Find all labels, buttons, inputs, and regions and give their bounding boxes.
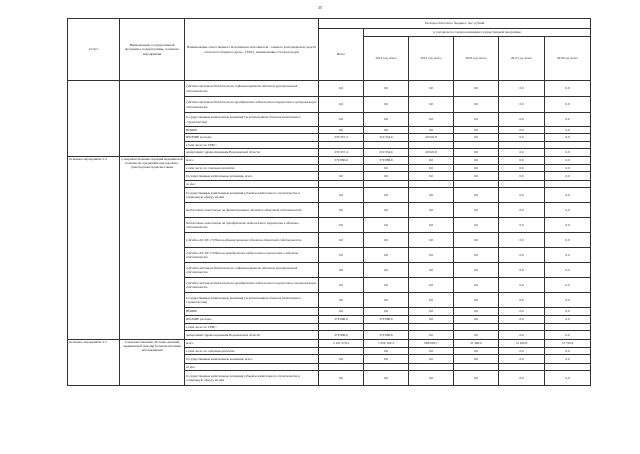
value-cell: 0,0 — [499, 203, 545, 218]
header-by-years: в том числе по годам реализации государственной программы — [364, 29, 591, 37]
value-cell: 0,0 — [409, 97, 454, 113]
value-cell: 0,0 — [364, 113, 409, 127]
value-cell: 0,0 — [454, 355, 499, 364]
value-cell: 0,0 — [545, 157, 591, 165]
value-cell — [499, 181, 545, 188]
value-cell: 0,0 — [319, 172, 364, 181]
value-cell: 0,0 — [545, 134, 591, 142]
value-cell: 0,0 — [499, 165, 545, 172]
value-cell: 0,0 — [319, 97, 364, 113]
header-col-2015: 2015 год, всего — [409, 37, 454, 81]
budget-table — [67, 18, 591, 386]
value-cell: 0,0 — [454, 134, 499, 142]
expense-item-cell: субсидии АУ, БУ, ГУПам на финансирование объектов областной собственности — [185, 233, 319, 248]
value-cell: 0,0 — [454, 293, 499, 308]
expense-item-cell: в том числе по ГРБС: — [185, 142, 319, 149]
value-cell: 0,0 — [545, 248, 591, 263]
value-cell: 0,0 — [409, 218, 454, 233]
expense-item-cell: из них: — [185, 181, 319, 188]
value-cell: 0,0 — [454, 331, 499, 340]
value-cell: 0,0 — [545, 149, 591, 157]
value-cell: 0,0 — [545, 371, 591, 386]
expense-item-cell: НИОКР — [185, 308, 319, 316]
value-cell: 0,0 — [319, 218, 364, 233]
value-cell: 0,0 — [364, 165, 409, 172]
expense-item-cell: в том числе по статьям расходов: — [185, 165, 319, 172]
value-cell: 0,0 — [319, 127, 364, 134]
value-cell — [409, 181, 454, 188]
value-cell: 0,0 — [454, 203, 499, 218]
value-cell: 0,0 — [364, 263, 409, 278]
header-col-total: Всего — [319, 29, 364, 81]
value-cell: 0,0 — [409, 308, 454, 316]
value-cell: 0,0 — [319, 293, 364, 308]
value-cell: 0,0 — [364, 278, 409, 293]
header-executor: Наименование ответственного исполнителя, исполнителя - главного распорядителя средств областного бюджета (далее - ГРБС), наименование статей расходов — [185, 19, 319, 81]
value-cell: 0,0 — [454, 149, 499, 157]
value-cell: 0,0 — [545, 218, 591, 233]
value-cell: 0,0 — [409, 278, 454, 293]
value-cell: 0,0 — [409, 293, 454, 308]
value-cell: 0,0 — [545, 293, 591, 308]
value-cell: 0,0 — [364, 81, 409, 97]
value-cell: 0,0 — [454, 127, 499, 134]
value-cell: 0,0 — [409, 263, 454, 278]
expense-item-cell: в том числе по статьям расходов: — [185, 348, 319, 355]
value-cell: 379 886,6 — [319, 331, 364, 340]
value-cell: 0,0 — [499, 127, 545, 134]
table-body — [68, 81, 591, 386]
value-cell: 0,0 — [499, 331, 545, 340]
value-cell: 0,0 — [454, 165, 499, 172]
value-cell — [409, 364, 454, 371]
value-cell: 0,0 — [409, 172, 454, 181]
value-cell: 0,0 — [454, 308, 499, 316]
value-cell — [319, 142, 364, 149]
value-cell: 379 886,6 — [319, 157, 364, 165]
expense-item-cell: из них: — [185, 364, 319, 371]
expense-item-cell: субсидии местным бюджетам на софинансирование объектов муниципальной собственности — [185, 263, 319, 278]
value-cell: 31 750,0 — [545, 340, 591, 348]
value-cell: 0,0 — [545, 113, 591, 127]
value-cell: 0,0 — [454, 278, 499, 293]
value-cell: 0,0 — [499, 371, 545, 386]
value-cell: 0,0 — [499, 218, 545, 233]
table-header — [68, 19, 591, 81]
value-cell: 0,0 — [545, 81, 591, 97]
expense-item-cell: всего — [185, 340, 319, 348]
value-cell — [364, 181, 409, 188]
value-cell — [454, 364, 499, 371]
value-cell: 0,0 — [499, 263, 545, 278]
value-cell: 379 886,6 — [364, 157, 409, 165]
expense-item-cell: Государственные капитальные вложения (объекты капитального строительства в социальную сферу), из них — [185, 371, 319, 386]
value-cell: 0,0 — [545, 203, 591, 218]
value-cell: 0,0 — [409, 316, 454, 324]
value-cell: 0,0 — [364, 293, 409, 308]
value-cell: 0,0 — [319, 263, 364, 278]
value-cell: 0,0 — [545, 348, 591, 355]
value-cell: 0,0 — [499, 134, 545, 142]
value-cell: 0,0 — [545, 172, 591, 181]
expense-item-cell: ПРОЧИЕ расходы — [185, 134, 319, 142]
value-cell: 0,0 — [499, 113, 545, 127]
value-cell: 0,0 — [499, 233, 545, 248]
value-cell — [364, 142, 409, 149]
value-cell: 0,0 — [409, 355, 454, 364]
header-status: Статус — [68, 19, 120, 81]
value-cell: 0,0 — [454, 157, 499, 165]
value-cell: 0,0 — [409, 348, 454, 355]
value-cell: 31 490,0 — [454, 340, 499, 348]
expense-item-cell: департамент здравоохранения Воронежской области — [185, 149, 319, 157]
value-cell — [499, 364, 545, 371]
expense-item-cell: Государственные капитальные вложения (за исключением объектов капитального строительства) — [185, 293, 319, 308]
value-cell: 0,0 — [319, 308, 364, 316]
expense-item-cell: НИОКР — [185, 127, 319, 134]
value-cell: 0,0 — [319, 203, 364, 218]
value-cell: 0,0 — [545, 331, 591, 340]
value-cell: 0,0 — [454, 263, 499, 278]
expense-item-cell: Государственные капитальные вложения (объекты капитального строительства в социальную сферу), из них — [185, 188, 319, 203]
value-cell — [364, 324, 409, 331]
value-cell: 0,0 — [499, 149, 545, 157]
expense-item-cell: Государственные капитальные вложения (за исключением объектов капитального строительства) — [185, 113, 319, 127]
status-cell — [68, 81, 120, 157]
value-cell: 0,0 — [319, 113, 364, 127]
header-col-2017: 2017 год, всего — [499, 37, 545, 81]
value-cell: 0,0 — [454, 188, 499, 203]
value-cell: 0,0 — [454, 97, 499, 113]
expense-item-cell: всего — [185, 157, 319, 165]
value-cell — [499, 324, 545, 331]
expense-item-cell: департамент здравоохранения Воронежской области — [185, 331, 319, 340]
value-cell: 0,0 — [545, 165, 591, 172]
value-cell: 20 022,8 — [409, 134, 454, 142]
value-cell: 0,0 — [364, 248, 409, 263]
value-cell — [545, 181, 591, 188]
value-cell: 0,0 — [499, 97, 545, 113]
value-cell: 0,0 — [364, 233, 409, 248]
value-cell: 0,0 — [319, 371, 364, 386]
program-name-cell: Совершенствование оказания медицинской помощи пострадавшим при дорожно-транспортных происшествиях — [120, 157, 185, 340]
value-cell — [499, 142, 545, 149]
value-cell — [409, 324, 454, 331]
value-cell — [319, 324, 364, 331]
header-expenses: Расходы областного бюджета, тыс. рублей — [319, 19, 591, 29]
value-cell: 0,0 — [499, 157, 545, 165]
value-cell: 0,0 — [454, 248, 499, 263]
value-cell: 0,0 — [409, 188, 454, 203]
value-cell: 0,0 — [319, 248, 364, 263]
value-cell: 0,0 — [499, 81, 545, 97]
value-cell: 0,0 — [409, 371, 454, 386]
header-col-2014: 2014 год, всего — [364, 37, 409, 81]
program-name-cell — [120, 81, 185, 157]
value-cell: 0,0 — [364, 218, 409, 233]
value-cell: 1 050 102,3 — [364, 340, 409, 348]
value-cell: 0,0 — [409, 113, 454, 127]
value-cell: 0,0 — [545, 278, 591, 293]
value-cell: 0,0 — [545, 97, 591, 113]
value-cell: 0,0 — [499, 248, 545, 263]
value-cell: 31 650,0 — [499, 340, 545, 348]
value-cell: 0,0 — [409, 233, 454, 248]
value-cell: 0,0 — [545, 263, 591, 278]
expense-item-cell: в том числе по ГРБС: — [185, 324, 319, 331]
value-cell: 239 357,4 — [319, 134, 364, 142]
value-cell: 0,0 — [364, 188, 409, 203]
value-cell — [454, 324, 499, 331]
value-cell: 219 334,6 — [364, 134, 409, 142]
value-cell: 0,0 — [319, 188, 364, 203]
value-cell: 0,0 — [454, 371, 499, 386]
status-cell: Основное мероприятие 2.4 — [68, 157, 120, 340]
value-cell: 0,0 — [409, 81, 454, 97]
expense-item-cell: субсидии местным бюджетам на приобретение недвижимого имущества в муниципальную собственность — [185, 278, 319, 293]
value-cell: 0,0 — [364, 371, 409, 386]
value-cell — [545, 324, 591, 331]
value-cell: 0,0 — [409, 127, 454, 134]
expense-item-cell: Государственные капитальные вложения, всего — [185, 355, 319, 364]
table-row — [68, 81, 591, 97]
value-cell — [364, 364, 409, 371]
value-cell: 0,0 — [499, 278, 545, 293]
table-row — [68, 340, 591, 348]
value-cell — [409, 142, 454, 149]
value-cell: 0,0 — [454, 81, 499, 97]
value-cell: 0,0 — [409, 203, 454, 218]
value-cell: 0,0 — [454, 218, 499, 233]
expense-item-cell: субсидии местным бюджетам на приобретение недвижимого имущества в муниципальную собственность — [185, 97, 319, 113]
value-cell: 0,0 — [364, 203, 409, 218]
value-cell: 0,0 — [545, 316, 591, 324]
value-cell: 0,0 — [454, 348, 499, 355]
value-cell: 0,0 — [454, 172, 499, 181]
value-cell — [319, 181, 364, 188]
value-cell: 219 334,6 — [364, 149, 409, 157]
value-cell: 0,0 — [319, 233, 364, 248]
value-cell: 0,0 — [454, 113, 499, 127]
value-cell: 2 161 276,3 — [319, 340, 364, 348]
expense-item-cell: субсидии местным бюджетам на софинансирование объектов муниципальной собственности — [185, 81, 319, 97]
status-cell: Основное мероприятие 2.5 — [68, 340, 120, 386]
value-cell: 379 886,6 — [319, 316, 364, 324]
value-cell — [545, 142, 591, 149]
value-cell: 0,0 — [499, 308, 545, 316]
value-cell: 0,0 — [545, 188, 591, 203]
value-cell: 0,0 — [499, 316, 545, 324]
expense-item-cell: Государственные капитальные вложения, всего — [185, 172, 319, 181]
value-cell: 0,0 — [499, 355, 545, 364]
value-cell — [319, 348, 364, 355]
expense-item-cell: бюджетные инвестиции на финансирование объектов областной собственности — [185, 203, 319, 218]
program-name-cell: Совершенствование системы оказания медицинской помощи больным прочими заболеваниями — [120, 340, 185, 386]
value-cell: 0,0 — [364, 348, 409, 355]
value-cell: 0,0 — [364, 127, 409, 134]
value-cell: 0,0 — [364, 172, 409, 181]
value-cell: 0,0 — [409, 157, 454, 165]
value-cell: 0,0 — [545, 308, 591, 316]
value-cell: 0,0 — [409, 248, 454, 263]
value-cell: 0,0 — [409, 331, 454, 340]
value-cell: 0,0 — [364, 97, 409, 113]
expense-item-cell: бюджетные инвестиции на приобретение недвижимого имущества в объекты собственности — [185, 218, 319, 233]
table-row — [68, 157, 591, 165]
header-col-2018: 2018 год, всего — [545, 37, 591, 81]
expense-item-cell: ПРОЧИЕ расходы — [185, 316, 319, 324]
value-cell: 008 003,7 — [409, 340, 454, 348]
value-cell: 0,0 — [409, 165, 454, 172]
value-cell: 379 886,6 — [364, 331, 409, 340]
value-cell: 0,0 — [364, 355, 409, 364]
value-cell — [454, 181, 499, 188]
value-cell: 0,0 — [499, 188, 545, 203]
value-cell: 0,0 — [499, 348, 545, 355]
header-col-2016: 2016 год, всего — [454, 37, 499, 81]
value-cell — [319, 165, 364, 172]
value-cell: 0,0 — [499, 172, 545, 181]
value-cell — [454, 142, 499, 149]
value-cell: 239 357,4 — [319, 149, 364, 157]
value-cell: 0,0 — [319, 278, 364, 293]
value-cell: 0,0 — [499, 293, 545, 308]
value-cell — [319, 364, 364, 371]
value-cell: 0,0 — [319, 81, 364, 97]
value-cell — [545, 364, 591, 371]
value-cell: 379 886,6 — [364, 316, 409, 324]
value-cell: 0,0 — [545, 355, 591, 364]
header-program-name: Наименование государственной программы, подпрограммы, основного мероприятия — [120, 19, 185, 81]
page-number: 35 — [318, 5, 322, 10]
value-cell: 0,0 — [545, 127, 591, 134]
expense-item-cell: субсидии АУ, БУ, ГУПам на приобретение недвижимого имущества в объекты собственности — [185, 248, 319, 263]
value-cell: 0,0 — [545, 233, 591, 248]
value-cell: 0,0 — [364, 308, 409, 316]
value-cell: 20 022,8 — [409, 149, 454, 157]
value-cell: 0,0 — [454, 233, 499, 248]
value-cell: 0,0 — [454, 316, 499, 324]
value-cell: 0,0 — [319, 355, 364, 364]
